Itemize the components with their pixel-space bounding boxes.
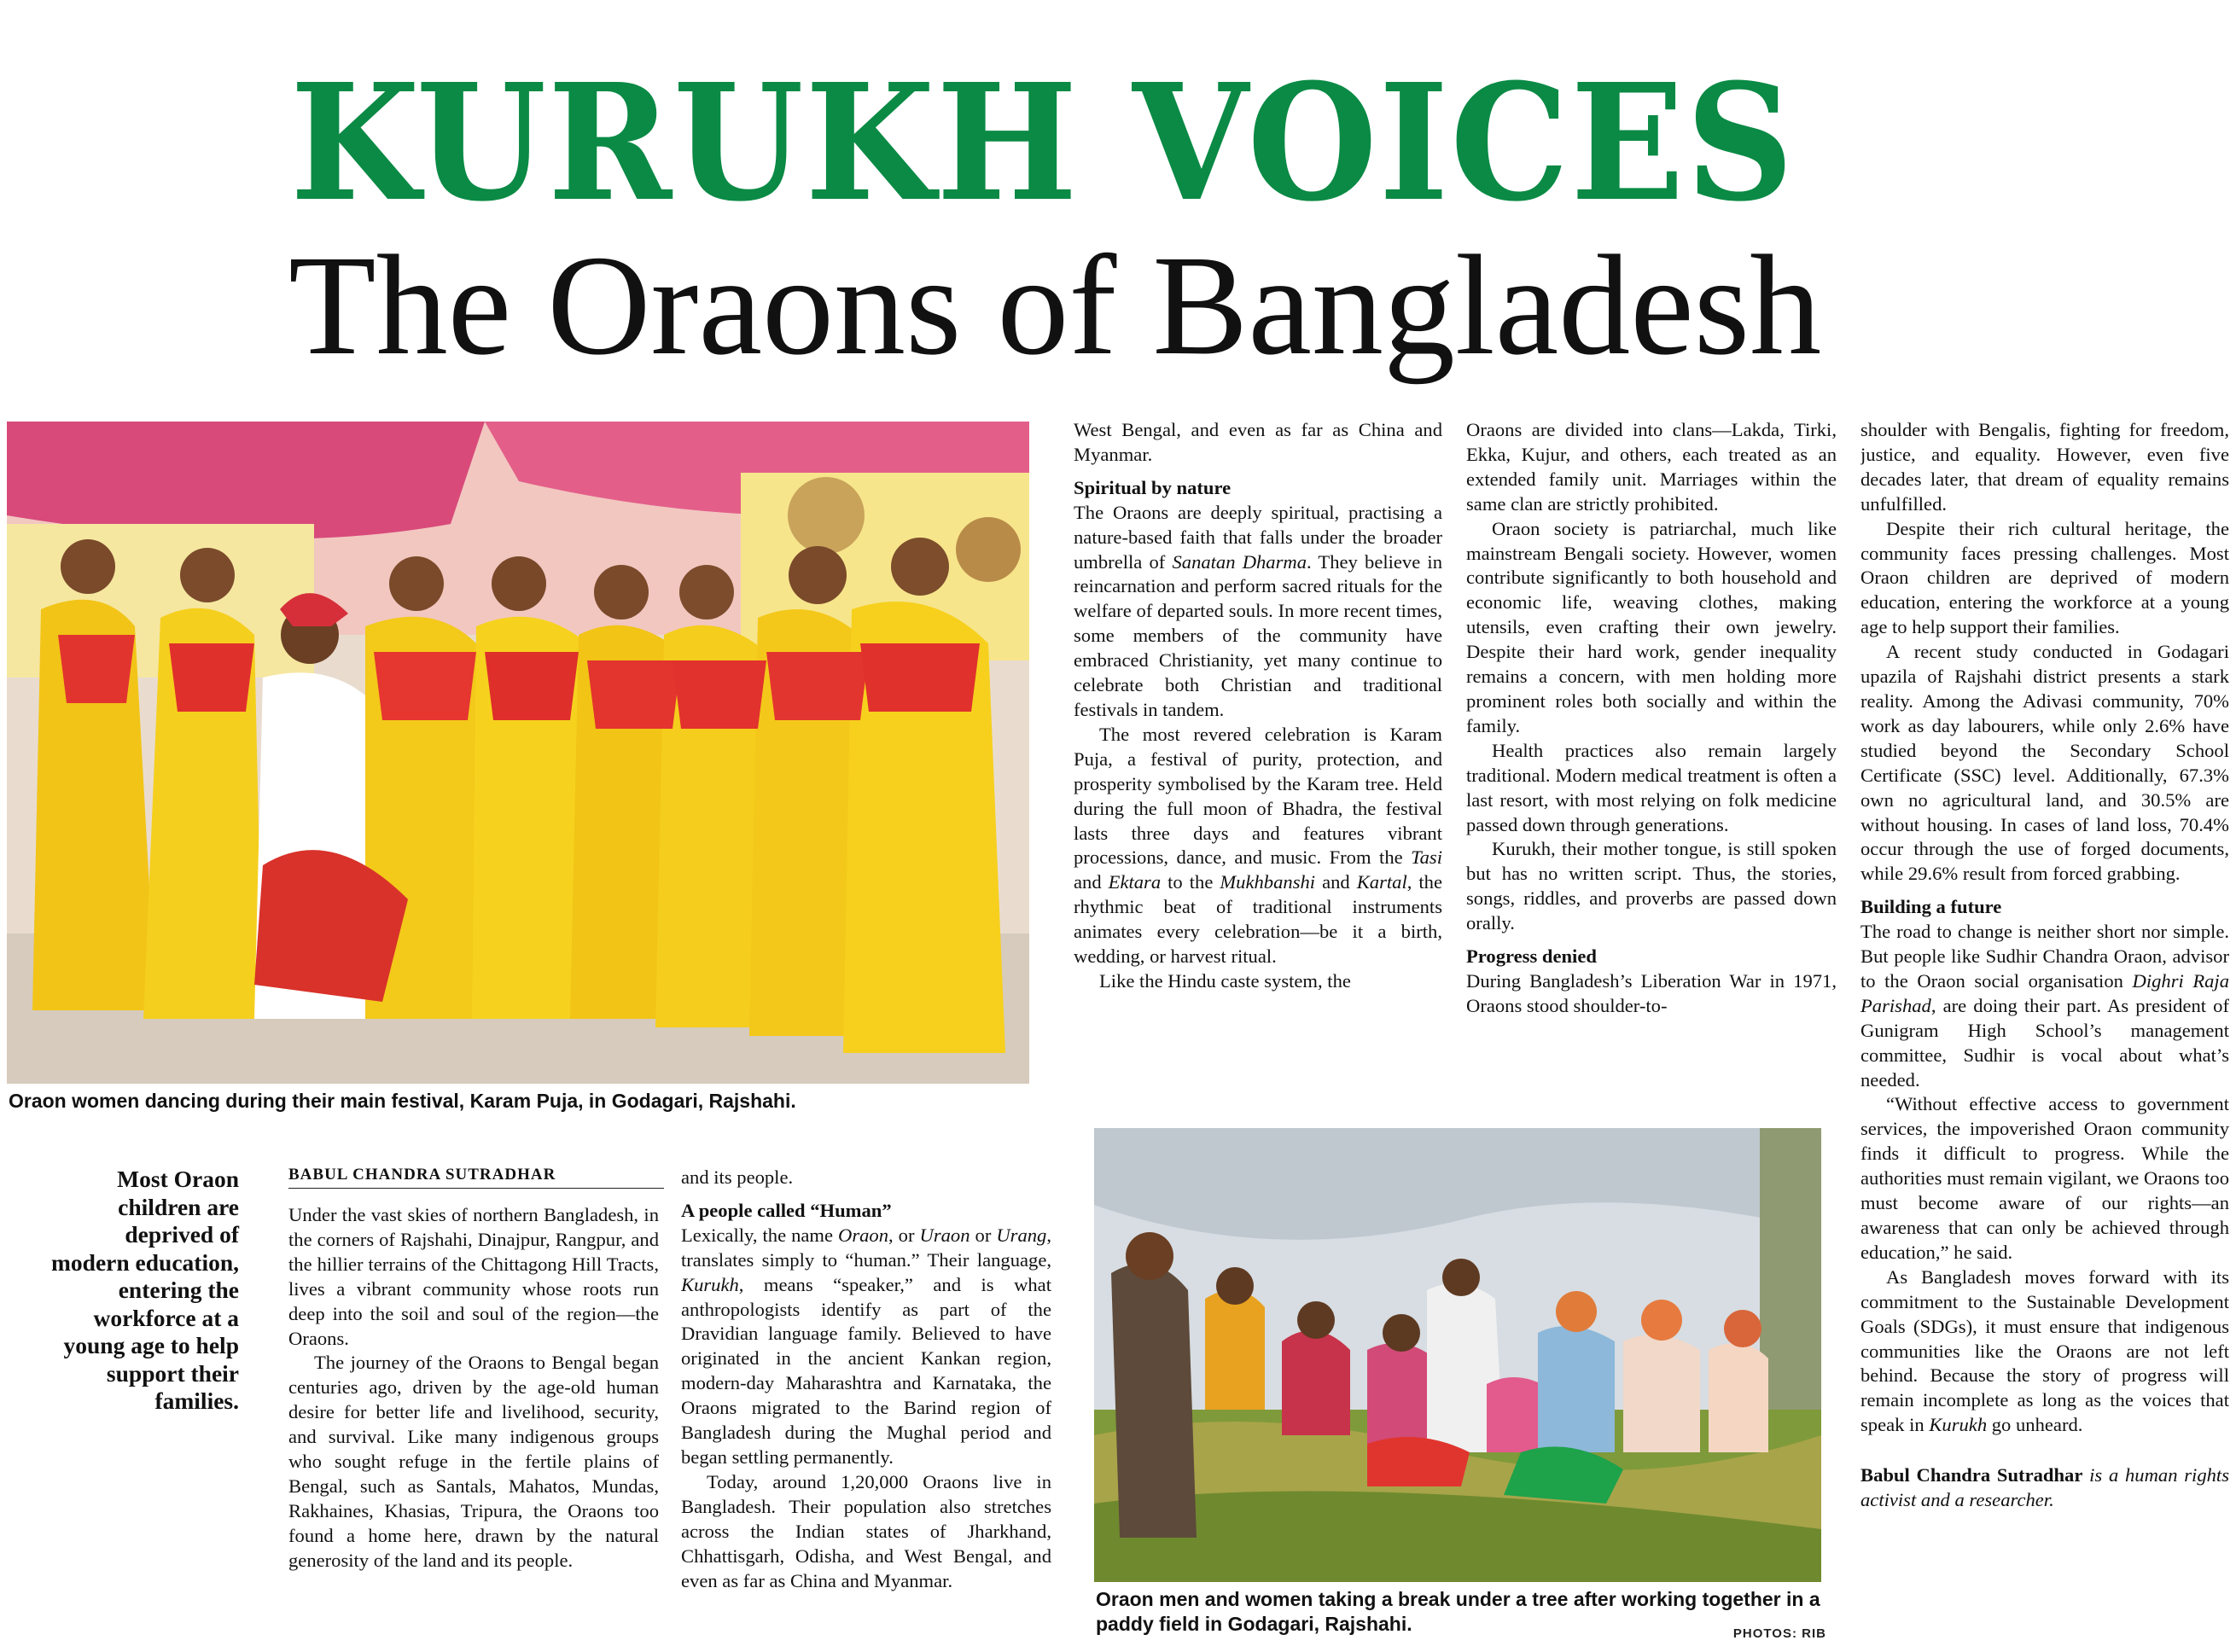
article-paragraph: The journey of the Oraons to Bengal began centuries ago, driven by the age-old human desire for better life and livelihood, security, and survival. Like many indigenous groups who sought refuge in the fertile plains of Bengal, such as Santals, Mahatos, Mundas, Rakhaines, Khasias, Tripura, the Oraons too found a home here, drawn by the natural generosity of the land and its people.: [288, 1352, 659, 1571]
festival-photo: [7, 422, 1029, 1084]
article-paragraph: The most revered celebration is Karam Puja, a festival of purity, protection, and prosperity symbolised by the Karam tree. Held during the full moon of Bhadra, the festival lasts three days and features vibrant processions, dance, and music. From the Tasi and Ektara to the Mukhbanshi and Kartal, the rhythmic beat of traditional instruments animates every celebration—be it a birth, wedding, or harvest ritual.: [1074, 723, 1442, 968]
author-bio: Babul Chandra Sutradhar is a human rights activist and a researcher.: [1860, 1464, 2229, 1511]
article-paragraph: Under the vast skies of northern Bangladesh, in the corners of Rajshahi, Dinajpur, Rangpur, and the hillier terrains of the Chittagong Hill Tracts, lives a vibrant community whose roots run deep into the soil and soul of the region—the Oraons.: [288, 1204, 659, 1349]
article-paragraph: shoulder with Bengalis, fighting for freedom, justice, and equality. However, even five decades later, that dream of equality remains unfulfilled.: [1860, 419, 2229, 515]
subhead-spiritual: Spiritual by nature: [1074, 476, 1232, 498]
article-paragraph: Lexically, the name Oraon, or Uraon or Urang, translates simply to “human.” Their language, Kurukh, means “speaker,” and is what anthropologists identify as part of the Dravidian language family. Believed to have originated in the ancient Kankan region, modern-day Maharashtra and Karnataka, the Oraons migrated to the Barind region of Bangladesh during the Mughal period and began settling permanently.: [681, 1224, 1051, 1468]
article-column-1: [288, 1203, 659, 1642]
article-paragraph: A recent study conducted in Godagari upazila of Rajshahi district presents a stark reality. Among the Adivasi community, 70% work as day labourers, while only 2.6% have studied beyond the Secondary School Certificate (SSC) level. Additionally, 67.3% own no agricultural land, and 30.5% are without housing. In cases of land loss, 70.4% occur through the use of forged documents, while 29.6% result from forced grabbing.: [1860, 641, 2229, 885]
subhead-progress: Progress denied: [1466, 945, 1597, 968]
article-paragraph: Oraons are divided into clans—Lakda, Tirki, Ekka, Kujur, and others, each treated as an extended family unit. Marriages within the same clan are strictly prohibited.: [1466, 419, 1837, 515]
article-paragraph: and its people.: [681, 1166, 794, 1188]
article-paragraph: Health practices also remain largely traditional. Modern medical treatment is often a last resort, with most relying on folk medicine passed down through generations.: [1466, 739, 1837, 835]
article-paragraph: Like the Hindu caste system, the: [1099, 969, 1351, 992]
article-paragraph: The Oraons are deeply spiritual, practising a nature-based faith that falls under the broader umbrella of Sanatan Dharma. They believe in reincarnation and perform sacred rituals for the welfare of departed souls. In more recent times, some members of the community have embraced Christianity, yet many continue to celebrate both Christian and traditional festivals in tandem.: [1074, 501, 1442, 720]
article-column-4: [1466, 418, 1837, 1101]
photo-credit-label: PHOTOS:: [1732, 1626, 1797, 1641]
article-paragraph: Kurukh, their mother tongue, is still spoken but has no written script. Thus, the stories, songs, riddles, and proverbs are passed down orally.: [1466, 838, 1837, 934]
paddy-field-photo: [1094, 1128, 1821, 1582]
photo-credit: [1715, 1626, 1826, 1641]
article-paragraph: Today, around 1,20,000 Oraons live in Bangladesh. Their population also stretches across the Indian states of Jharkhand, Chhattisgarh, Odisha, and West Bengal, and even as far as China and Myanmar.: [681, 1470, 1051, 1591]
article-paragraph: Oraon society is patriarchal, much like mainstream Bengali society. However, women contribute significantly to both household and economic life, weaving clothes, making utensils, even crafting their own jewelry. Despite their hard work, gender inequality remains a concern, with men holding more prominent roles both socially and within the family.: [1466, 517, 1837, 736]
article-column-5: [1860, 418, 2229, 1647]
festival-photo-illustration: [7, 422, 1029, 1084]
festival-photo-caption: Oraon women dancing during their main festival, Karam Puja, in Godagari, Rajshahi.: [9, 1090, 796, 1112]
article-paragraph: Despite their rich cultural heritage, the community faces pressing challenges. Most Oraon children are deprived of modern education, entering the workforce at a young age to help support their families.: [1860, 517, 2229, 638]
article-paragraph: “Without effective access to government services, the impoverished Oraon community finds it difficult to progress. While the authorities must remain vigilant, we Oraons too must become aware of our rights—an awareness that can only be achieved through education,” he said.: [1860, 1093, 2229, 1263]
section-kicker: KURUKH VOICES: [290, 49, 1796, 237]
article-paragraph: During Bangladesh’s Liberation War in 1971, Oraons stood shoulder-to-: [1466, 969, 1837, 1016]
article-paragraph: The road to change is neither short nor simple. But people like Sudhir Chandra Oraon, advisor to the Oraon social organisation Dighri Raja Parishad, are doing their part. As president of Gunigram High School’s management committee, Sudhir is vocal about what’s needed.: [1860, 921, 2229, 1091]
pull-quote: Most Oraon children are deprived of modern education, entering the workforce at a young age to help support their families.: [51, 1166, 239, 1414]
subhead-future: Building a future: [1860, 896, 2002, 918]
subhead-human: A people called “Human”: [681, 1199, 892, 1221]
article-paragraph: As Bangladesh moves forward with its commitment to the Sustainable Development Goals (SDGs), it must ensure that indigenous communities like the Oraons are not left behind. Because the story of progress will remain incomplete as long as the voices that speak in Kurukh go unheard.: [1860, 1265, 2229, 1436]
paddy-field-photo-illustration: [1094, 1128, 1821, 1582]
paddy-field-photo-caption: Oraon men and women taking a break under a tree after working together in a paddy field in Godagari, Rajshahi.: [1096, 1588, 1820, 1635]
article-paragraph: West Bengal, and even as far as China and Myanmar.: [1074, 419, 1442, 465]
article-column-3: [1074, 418, 1442, 1101]
headline: The Oraons of Bangladesh: [288, 226, 1822, 385]
article-column-2: [681, 1166, 1051, 1642]
photo-credit-name: RIB: [1802, 1626, 1826, 1641]
byline: BABUL CHANDRA SUTRADHAR: [288, 1166, 664, 1189]
